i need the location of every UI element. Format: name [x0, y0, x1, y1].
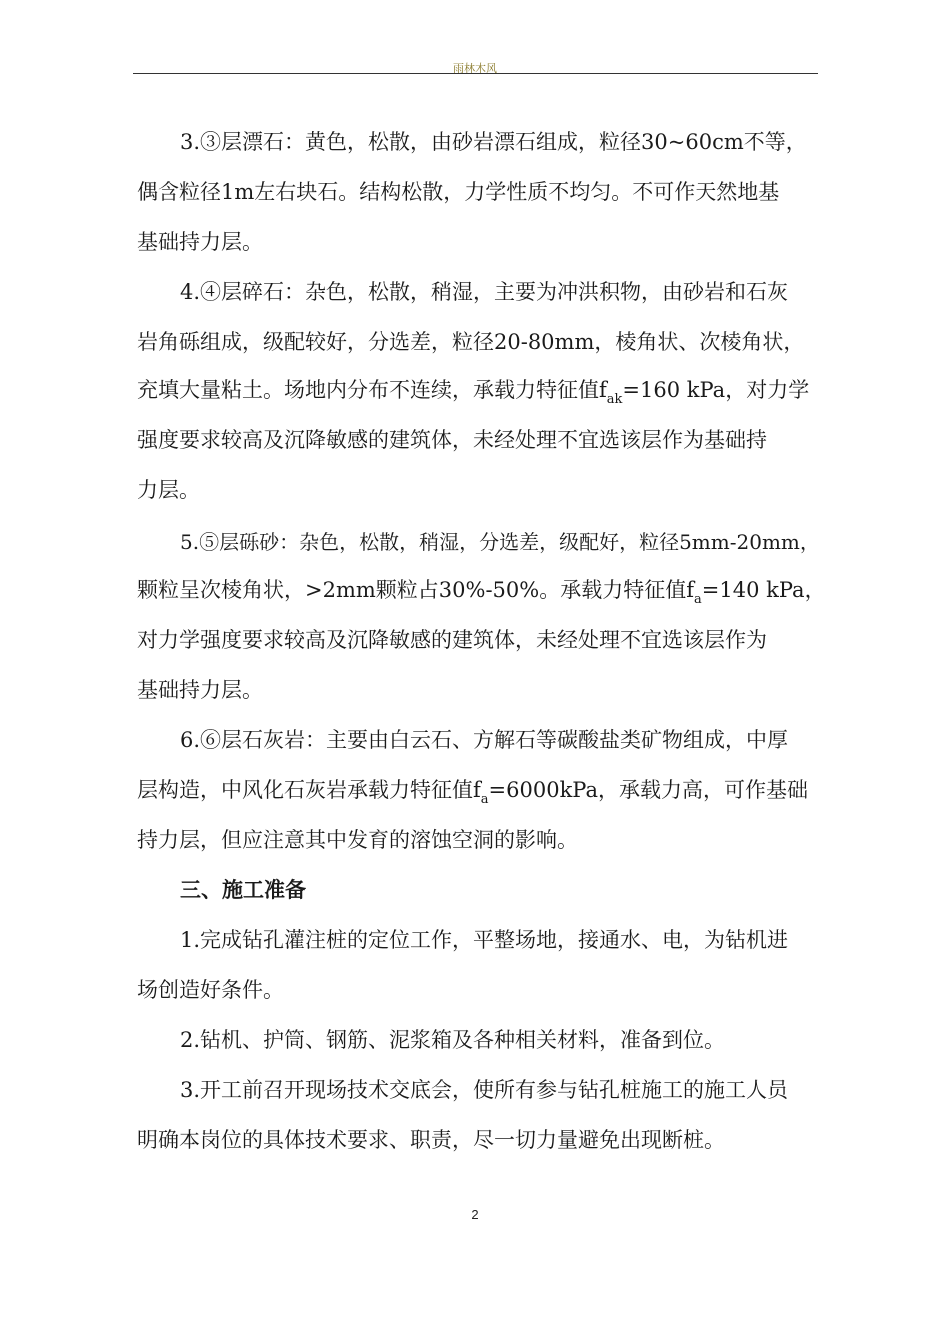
prep3-line-2: 明确本岗位的具体技术要求、职责，尽一切力量避免出现断桩。 — [137, 1128, 725, 1152]
prep1-line-2: 场创造好条件。 — [137, 978, 284, 1002]
p4-line-3-value: =160 kPa，对力学 — [622, 378, 810, 402]
section-heading: 三、施工准备 — [180, 877, 306, 902]
prep3-line-1: 3.开工前召开现场技术交底会，使所有参与钻孔桩施工的施工人员 — [180, 1078, 789, 1102]
p6-line-2 — [137, 770, 808, 810]
header-divider — [133, 73, 818, 74]
p5-line-2 — [137, 570, 826, 610]
page-number: 2 — [471, 1207, 479, 1222]
p3-line-3: 基础持力层。 — [137, 230, 263, 254]
fa-subscript: a — [694, 592, 702, 607]
p5-line-4: 基础持力层。 — [137, 678, 263, 702]
p6-line-3: 持力层，但应注意其中发育的溶蚀空洞的影响。 — [137, 828, 578, 852]
p5-line-2-text: 颗粒呈次棱角状，>2mm颗粒占30%-50%。承载力特征值 — [137, 578, 687, 602]
p6-line-2-value: =6000kPa，承载力高，可作基础 — [488, 778, 809, 802]
p6-line-1: 6.⑥层石灰岩：主要由白云石、方解石等碳酸盐类矿物组成，中厚 — [180, 728, 789, 752]
p4-line-4: 强度要求较高及沉降敏感的建筑体，未经处理不宜选该层作为基础持 — [137, 428, 767, 452]
p3-line-2: 偶含粒径1m左右块石。结构松散，力学性质不均匀。不可作天然地基 — [137, 180, 780, 204]
p3-line-1: 3.③层漂石：黄色，松散，由砂岩漂石组成，粒径30~60cm不等， — [180, 130, 807, 154]
prep1-line-1: 1.完成钻孔灌注桩的定位工作，平整场地，接通水、电，为钻机进 — [180, 928, 789, 952]
fa-symbol-2: f — [473, 778, 481, 802]
fa-subscript-2: a — [480, 792, 489, 807]
fak-subscript: ak — [606, 392, 623, 407]
prep2-line-1: 2.钻机、护筒、钢筋、泥浆箱及各种相关材料，准备到位。 — [180, 1028, 726, 1052]
fak-symbol: f — [599, 378, 607, 402]
p5-line-1: 5.⑤层砾砂：杂色，松散，稍湿，分选差，级配好，粒径5mm-20mm， — [180, 530, 820, 554]
header-title: 雨林木风 — [453, 62, 497, 75]
p4-line-1: 4.④层碎石：杂色，松散，稍湿，主要为冲洪积物，由砂岩和石灰 — [180, 280, 789, 304]
p4-line-3-text: 充填大量粘土。场地内分布不连续，承载力特征值 — [137, 378, 599, 402]
p6-line-2-text: 层构造，中风化石灰岩承载力特征值 — [137, 778, 473, 802]
p4-line-5: 力层。 — [137, 478, 200, 502]
p4-line-3 — [137, 370, 809, 410]
fa-symbol: f — [686, 578, 695, 602]
p5-line-2-value: =140 kPa， — [701, 578, 826, 602]
p5-line-3: 对力学强度要求较高及沉降敏感的建筑体，未经处理不宜选该层作为 — [137, 628, 767, 652]
p4-line-2: 岩角砾组成，级配较好，分选差，粒径20-80mm，棱角状、次棱角状， — [137, 330, 805, 354]
